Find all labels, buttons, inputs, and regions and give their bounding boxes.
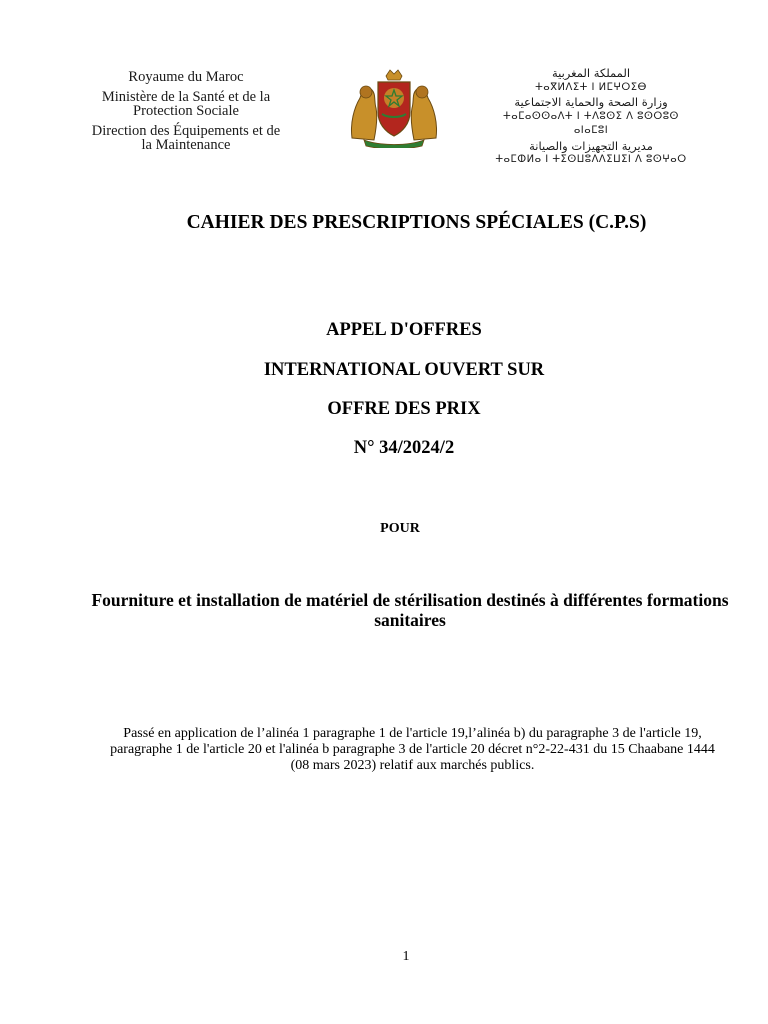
pour-label: POUR: [380, 521, 420, 536]
kingdom-name-arabic: المملكة المغربية: [551, 66, 631, 80]
kingdom-name-tifinagh: ⵜⴰⴳⵍⴷⵉⵜ ⵏ ⵍⵎⵖⵔⵉⴱ: [535, 81, 647, 93]
page-number: 1: [402, 949, 410, 964]
direction-name-arabic: مديرية التجهيزات والصيانة: [529, 138, 653, 153]
tender-line-2: INTERNATIONAL OUVERT SUR: [263, 360, 545, 380]
ministry-name-tifinagh: ⵜⴰⵎⴰⵙⵙⴰⴷⵜ ⵏ ⵜⴷⵓⵙⵉ ⴷ ⵓⵙⵔⵓⵙ ⴰⵏⴰⵎⵓⵏ: [503, 110, 679, 136]
kingdom-name: Royaume du Maroc: [128, 69, 244, 85]
header-right-block: [486, 66, 696, 168]
document-title: CAHIER DES PRESCRIPTIONS SPÉCIALES (C.P.S): [186, 212, 647, 233]
coat-of-arms-icon: [346, 68, 442, 148]
tender-line-3: OFFRE DES PRIX: [327, 399, 481, 419]
ministry-name-line1: Ministère de la Santé et de la: [101, 89, 271, 105]
direction-name-tifinagh: ⵜⴰⵎⵀⵍⴰ ⵏ ⵜⵉⵙⵡⵓⴷⴷⵉⵡⵉⵏ ⴷ ⵓⵙⵖⴰⵔ: [495, 154, 687, 165]
direction-name-line2: la Maintenance: [141, 137, 231, 153]
tender-object: Fourniture et installation de matériel de stérilisation destinés à différentes formations sanitaires: [91, 590, 729, 630]
header-left-block: [62, 70, 310, 152]
tender-number: N° 34/2024/2: [353, 438, 455, 458]
direction-name-line1: Direction des Équipements et de: [91, 123, 281, 139]
legal-basis-paragraph: Passé en application de l’alinéa 1 paragraphe 1 de l'article 19,l’alinéa b) du paragraphe 3 de l'article 19, paragraphe 1 de l'article 20 et l'alinéa b paragraphe 3 de l'article 20 décret n°2-22-431 du 15 Chaabane 1444 (08 mars 2023) relatif aux marchés publics.: [110, 726, 715, 773]
ministry-name-line2: Protection Sociale: [133, 103, 239, 119]
ministry-name-arabic: وزارة الصحة والحماية الاجتماعية: [514, 95, 668, 109]
tender-line-1: APPEL D'OFFRES: [326, 320, 482, 340]
